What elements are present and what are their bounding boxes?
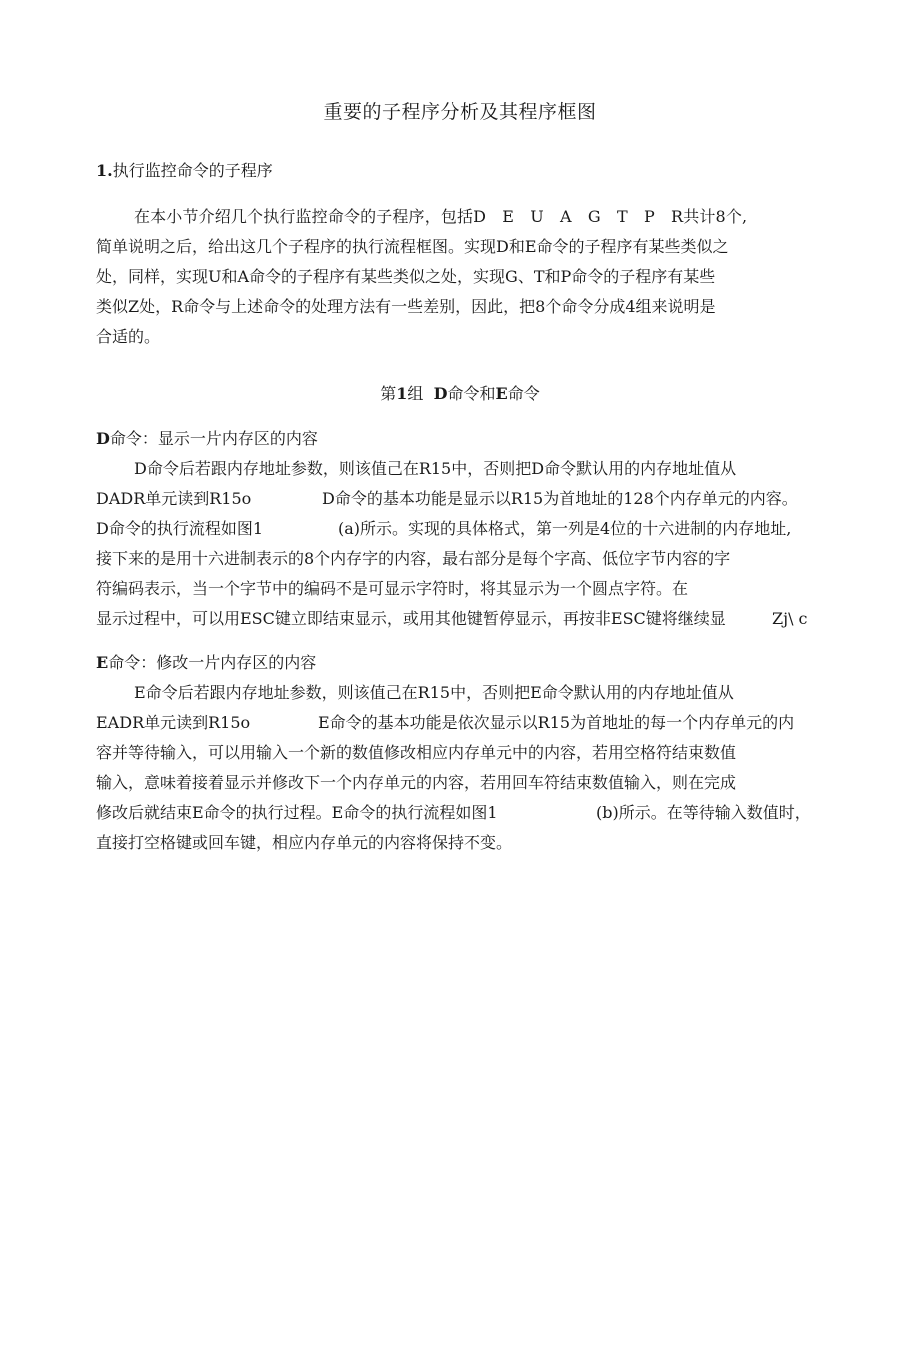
d-command-heading: D命令：显示一片内存区的内容: [96, 429, 318, 448]
d-line-6b: Zj\ c: [772, 609, 808, 628]
page-title: 重要的子程序分析及其程序框图: [323, 101, 597, 123]
e-line-4: 输入，意味着接着显示并修改下一个内存单元的内容，若用回车符结束数值输入，则在完成: [96, 773, 737, 792]
d-line-2a: DADR单元读到R15o: [96, 489, 252, 508]
d-line-4: 接下来的是用十六进制表示的8个内存字的内容，最右部分是每个字高、低位字节内容的字: [96, 549, 731, 568]
e-line-3: 容并等待输入，可以用输入一个新的数值修改相应内存单元中的内容，若用空格符结束数值: [96, 743, 737, 762]
intro-line-2: 简单说明之后，给出这几个子程序的执行流程框图。实现D和E命令的子程序有某些类似之: [96, 237, 729, 256]
e-line-5a: 修改后就结束E命令的执行过程。E命令的执行流程如图1: [96, 803, 498, 822]
d-line-5: 符编码表示，当一个字节中的编码不是可显示字符时，将其显示为一个圆点字符。在: [96, 579, 689, 598]
section-heading: [96, 160, 273, 182]
intro-line-1: 在本小节介绍几个执行监控命令的子程序，包括D E U A G T P R共计8个,: [134, 207, 748, 226]
e-line-2b: E命令的基本功能是依次显示以R15为首地址的每一个内存单元的内: [318, 713, 795, 732]
d-line-1: D命令后若跟内存地址参数，则该值己在R15中，否则把D命令默认用的内存地址值从: [134, 459, 737, 478]
e-command-heading: E命令：修改一片内存区的内容: [96, 653, 317, 672]
intro-line-5: 合适的。: [96, 327, 161, 346]
intro-line-4: 类似Z处，R命令与上述命令的处理方法有一些差别，因此，把8个命令分成4组来说明是: [96, 297, 716, 316]
e-line-2a: EADR单元读到R15o: [96, 713, 251, 732]
d-line-3b: (a)所示。实现的具体格式，第一列是4位的十六进制的内存地址,: [338, 519, 792, 538]
d-line-3a: D命令的执行流程如图1: [96, 519, 264, 538]
e-line-6: 直接打空格键或回车键，相应内存单元的内容将保持不变。: [96, 833, 513, 852]
e-line-1: E命令后若跟内存地址参数，则该值己在R15中，否则把E命令默认用的内存地址值从: [134, 683, 734, 702]
e-line-5b: (b)所示。在等待输入数值时，: [596, 803, 811, 822]
intro-line-3: 处，同样，实现U和A命令的子程序有某些类似之处，实现G、T和P命令的子程序有某些: [96, 267, 716, 286]
d-line-6a: 显示过程中，可以用ESC键立即结束显示，或用其他键暂停显示，再按非ESC键将继续显: [96, 609, 726, 628]
d-line-2b: D命令的基本功能是显示以R15为首地址的128个内存单元的内容。: [322, 489, 798, 508]
section-heading-text: 执行监控命令的子程序: [112, 161, 273, 180]
section-number: 1.: [96, 161, 113, 180]
group-heading: 第1组 D命令和E命令: [380, 384, 540, 403]
